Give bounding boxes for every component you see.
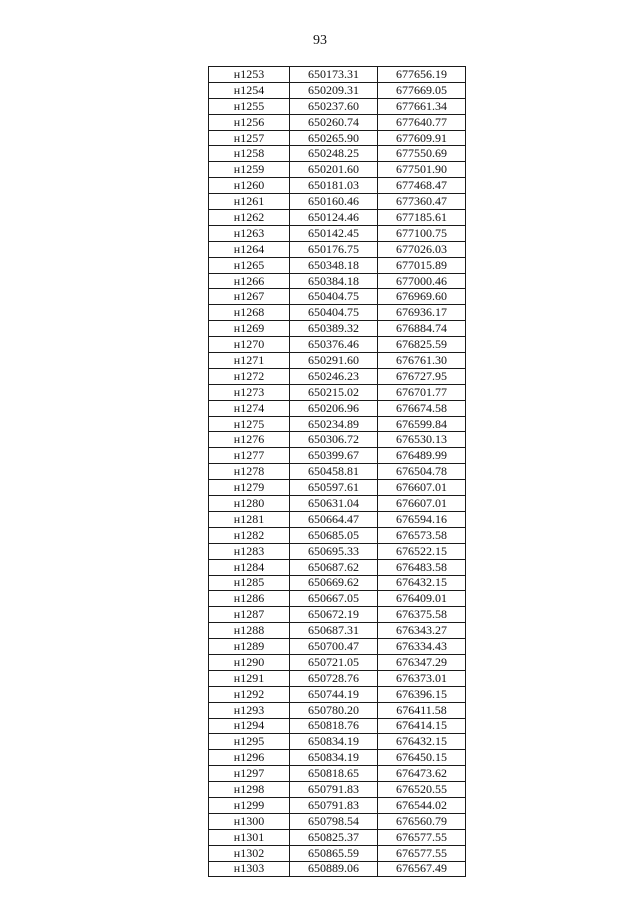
x-coordinate-cell: 650669.62 bbox=[290, 575, 378, 591]
x-coordinate-cell: 650173.31 bbox=[290, 67, 378, 83]
x-coordinate-cell: 650399.67 bbox=[290, 448, 378, 464]
x-coordinate-cell: 650265.90 bbox=[290, 130, 378, 146]
x-coordinate-cell: 650825.37 bbox=[290, 829, 378, 845]
table-row bbox=[209, 686, 466, 702]
x-coordinate-cell: 650234.89 bbox=[290, 416, 378, 432]
y-coordinate-cell: 676522.15 bbox=[378, 543, 466, 559]
table-row bbox=[209, 845, 466, 861]
x-coordinate-cell: 650695.33 bbox=[290, 543, 378, 559]
point-id-cell: н1280 bbox=[209, 496, 290, 512]
table-row bbox=[209, 750, 466, 766]
table-row bbox=[209, 400, 466, 416]
table-row bbox=[209, 368, 466, 384]
point-id-cell: н1263 bbox=[209, 225, 290, 241]
table-row bbox=[209, 829, 466, 845]
table-row bbox=[209, 511, 466, 527]
table-row bbox=[209, 480, 466, 496]
x-coordinate-cell: 650818.65 bbox=[290, 766, 378, 782]
point-id-cell: н1286 bbox=[209, 591, 290, 607]
y-coordinate-cell: 676607.01 bbox=[378, 496, 466, 512]
point-id-cell: н1254 bbox=[209, 82, 290, 98]
y-coordinate-cell: 677669.05 bbox=[378, 82, 466, 98]
table-row bbox=[209, 766, 466, 782]
y-coordinate-cell: 676884.74 bbox=[378, 321, 466, 337]
point-id-cell: н1258 bbox=[209, 146, 290, 162]
point-id-cell: н1302 bbox=[209, 845, 290, 861]
table-row bbox=[209, 384, 466, 400]
point-id-cell: н1294 bbox=[209, 718, 290, 734]
table-row bbox=[209, 273, 466, 289]
y-coordinate-cell: 677661.34 bbox=[378, 98, 466, 114]
y-coordinate-cell: 676375.58 bbox=[378, 607, 466, 623]
point-id-cell: н1287 bbox=[209, 607, 290, 623]
table-row bbox=[209, 210, 466, 226]
y-coordinate-cell: 676530.13 bbox=[378, 432, 466, 448]
table-row bbox=[209, 448, 466, 464]
x-coordinate-cell: 650865.59 bbox=[290, 845, 378, 861]
table-row bbox=[209, 639, 466, 655]
x-coordinate-cell: 650818.76 bbox=[290, 718, 378, 734]
y-coordinate-cell: 676544.02 bbox=[378, 797, 466, 813]
y-coordinate-cell: 677100.75 bbox=[378, 225, 466, 241]
x-coordinate-cell: 650348.18 bbox=[290, 257, 378, 273]
point-id-cell: н1266 bbox=[209, 273, 290, 289]
x-coordinate-cell: 650597.61 bbox=[290, 480, 378, 496]
y-coordinate-cell: 676473.62 bbox=[378, 766, 466, 782]
x-coordinate-cell: 650458.81 bbox=[290, 464, 378, 480]
table-row bbox=[209, 114, 466, 130]
table-row bbox=[209, 718, 466, 734]
table-row bbox=[209, 782, 466, 798]
table-row bbox=[209, 321, 466, 337]
point-id-cell: н1265 bbox=[209, 257, 290, 273]
y-coordinate-cell: 676347.29 bbox=[378, 654, 466, 670]
x-coordinate-cell: 650142.45 bbox=[290, 225, 378, 241]
table-row bbox=[209, 734, 466, 750]
y-coordinate-cell: 676969.60 bbox=[378, 289, 466, 305]
table-row bbox=[209, 416, 466, 432]
point-id-cell: н1276 bbox=[209, 432, 290, 448]
point-id-cell: н1296 bbox=[209, 750, 290, 766]
table-row bbox=[209, 623, 466, 639]
x-coordinate-cell: 650160.46 bbox=[290, 194, 378, 210]
point-id-cell: н1259 bbox=[209, 162, 290, 178]
x-coordinate-cell: 650124.46 bbox=[290, 210, 378, 226]
y-coordinate-cell: 676411.58 bbox=[378, 702, 466, 718]
table-row bbox=[209, 527, 466, 543]
table-row bbox=[209, 575, 466, 591]
y-coordinate-cell: 677609.91 bbox=[378, 130, 466, 146]
x-coordinate-cell: 650209.31 bbox=[290, 82, 378, 98]
y-coordinate-cell: 676334.43 bbox=[378, 639, 466, 655]
x-coordinate-cell: 650687.62 bbox=[290, 559, 378, 575]
y-coordinate-cell: 676432.15 bbox=[378, 734, 466, 750]
y-coordinate-cell: 677468.47 bbox=[378, 178, 466, 194]
point-id-cell: н1290 bbox=[209, 654, 290, 670]
page-number: 93 bbox=[313, 33, 327, 48]
point-id-cell: н1262 bbox=[209, 210, 290, 226]
y-coordinate-cell: 676567.49 bbox=[378, 861, 466, 877]
y-coordinate-cell: 676825.59 bbox=[378, 337, 466, 353]
point-id-cell: н1300 bbox=[209, 813, 290, 829]
point-id-cell: н1278 bbox=[209, 464, 290, 480]
table-row bbox=[209, 432, 466, 448]
x-coordinate-cell: 650384.18 bbox=[290, 273, 378, 289]
y-coordinate-cell: 676573.58 bbox=[378, 527, 466, 543]
point-id-cell: н1284 bbox=[209, 559, 290, 575]
table-row bbox=[209, 194, 466, 210]
y-coordinate-cell: 677656.19 bbox=[378, 67, 466, 83]
table-row bbox=[209, 130, 466, 146]
point-id-cell: н1288 bbox=[209, 623, 290, 639]
y-coordinate-cell: 676936.17 bbox=[378, 305, 466, 321]
x-coordinate-cell: 650721.05 bbox=[290, 654, 378, 670]
coordinates-table bbox=[208, 66, 466, 877]
y-coordinate-cell: 676450.15 bbox=[378, 750, 466, 766]
point-id-cell: н1279 bbox=[209, 480, 290, 496]
y-coordinate-cell: 677640.77 bbox=[378, 114, 466, 130]
point-id-cell: н1281 bbox=[209, 511, 290, 527]
x-coordinate-cell: 650246.23 bbox=[290, 368, 378, 384]
x-coordinate-cell: 650201.60 bbox=[290, 162, 378, 178]
point-id-cell: н1260 bbox=[209, 178, 290, 194]
y-coordinate-cell: 676373.01 bbox=[378, 670, 466, 686]
table-row bbox=[209, 702, 466, 718]
y-coordinate-cell: 676727.95 bbox=[378, 368, 466, 384]
y-coordinate-cell: 676560.79 bbox=[378, 813, 466, 829]
x-coordinate-cell: 650685.05 bbox=[290, 527, 378, 543]
x-coordinate-cell: 650672.19 bbox=[290, 607, 378, 623]
y-coordinate-cell: 677501.90 bbox=[378, 162, 466, 178]
table-row bbox=[209, 225, 466, 241]
point-id-cell: н1282 bbox=[209, 527, 290, 543]
y-coordinate-cell: 676432.15 bbox=[378, 575, 466, 591]
coordinates-table-body bbox=[209, 67, 466, 877]
table-row bbox=[209, 670, 466, 686]
point-id-cell: н1298 bbox=[209, 782, 290, 798]
point-id-cell: н1253 bbox=[209, 67, 290, 83]
point-id-cell: н1273 bbox=[209, 384, 290, 400]
x-coordinate-cell: 650744.19 bbox=[290, 686, 378, 702]
y-coordinate-cell: 676761.30 bbox=[378, 353, 466, 369]
x-coordinate-cell: 650248.25 bbox=[290, 146, 378, 162]
y-coordinate-cell: 676483.58 bbox=[378, 559, 466, 575]
point-id-cell: н1272 bbox=[209, 368, 290, 384]
y-coordinate-cell: 676701.77 bbox=[378, 384, 466, 400]
point-id-cell: н1255 bbox=[209, 98, 290, 114]
table-row bbox=[209, 82, 466, 98]
x-coordinate-cell: 650181.03 bbox=[290, 178, 378, 194]
x-coordinate-cell: 650291.60 bbox=[290, 353, 378, 369]
x-coordinate-cell: 650687.31 bbox=[290, 623, 378, 639]
point-id-cell: н1274 bbox=[209, 400, 290, 416]
point-id-cell: н1269 bbox=[209, 321, 290, 337]
table-row bbox=[209, 813, 466, 829]
table-row bbox=[209, 162, 466, 178]
y-coordinate-cell: 676607.01 bbox=[378, 480, 466, 496]
x-coordinate-cell: 650404.75 bbox=[290, 305, 378, 321]
x-coordinate-cell: 650206.96 bbox=[290, 400, 378, 416]
point-id-cell: н1267 bbox=[209, 289, 290, 305]
y-coordinate-cell: 677026.03 bbox=[378, 241, 466, 257]
table-row bbox=[209, 353, 466, 369]
y-coordinate-cell: 676396.15 bbox=[378, 686, 466, 702]
x-coordinate-cell: 650664.47 bbox=[290, 511, 378, 527]
x-coordinate-cell: 650260.74 bbox=[290, 114, 378, 130]
point-id-cell: н1261 bbox=[209, 194, 290, 210]
table-row bbox=[209, 289, 466, 305]
x-coordinate-cell: 650237.60 bbox=[290, 98, 378, 114]
y-coordinate-cell: 676414.15 bbox=[378, 718, 466, 734]
table-row bbox=[209, 464, 466, 480]
y-coordinate-cell: 676599.84 bbox=[378, 416, 466, 432]
table-row bbox=[209, 797, 466, 813]
y-coordinate-cell: 677360.47 bbox=[378, 194, 466, 210]
point-id-cell: н1268 bbox=[209, 305, 290, 321]
table-row bbox=[209, 67, 466, 83]
table-row bbox=[209, 861, 466, 877]
x-coordinate-cell: 650376.46 bbox=[290, 337, 378, 353]
x-coordinate-cell: 650834.19 bbox=[290, 734, 378, 750]
table-row bbox=[209, 241, 466, 257]
x-coordinate-cell: 650667.05 bbox=[290, 591, 378, 607]
table-row bbox=[209, 496, 466, 512]
y-coordinate-cell: 676504.78 bbox=[378, 464, 466, 480]
table-row bbox=[209, 654, 466, 670]
x-coordinate-cell: 650791.83 bbox=[290, 797, 378, 813]
x-coordinate-cell: 650780.20 bbox=[290, 702, 378, 718]
point-id-cell: н1303 bbox=[209, 861, 290, 877]
point-id-cell: н1301 bbox=[209, 829, 290, 845]
point-id-cell: н1271 bbox=[209, 353, 290, 369]
point-id-cell: н1293 bbox=[209, 702, 290, 718]
y-coordinate-cell: 676520.55 bbox=[378, 782, 466, 798]
x-coordinate-cell: 650728.76 bbox=[290, 670, 378, 686]
table-row bbox=[209, 257, 466, 273]
x-coordinate-cell: 650631.04 bbox=[290, 496, 378, 512]
table-row bbox=[209, 607, 466, 623]
point-id-cell: н1283 bbox=[209, 543, 290, 559]
point-id-cell: н1277 bbox=[209, 448, 290, 464]
x-coordinate-cell: 650889.06 bbox=[290, 861, 378, 877]
x-coordinate-cell: 650791.83 bbox=[290, 782, 378, 798]
point-id-cell: н1270 bbox=[209, 337, 290, 353]
point-id-cell: н1291 bbox=[209, 670, 290, 686]
table-row bbox=[209, 543, 466, 559]
point-id-cell: н1297 bbox=[209, 766, 290, 782]
x-coordinate-cell: 650834.19 bbox=[290, 750, 378, 766]
table-row bbox=[209, 559, 466, 575]
x-coordinate-cell: 650306.72 bbox=[290, 432, 378, 448]
point-id-cell: н1275 bbox=[209, 416, 290, 432]
y-coordinate-cell: 677015.89 bbox=[378, 257, 466, 273]
y-coordinate-cell: 676343.27 bbox=[378, 623, 466, 639]
point-id-cell: н1292 bbox=[209, 686, 290, 702]
x-coordinate-cell: 650404.75 bbox=[290, 289, 378, 305]
table-row bbox=[209, 98, 466, 114]
x-coordinate-cell: 650176.75 bbox=[290, 241, 378, 257]
y-coordinate-cell: 677000.46 bbox=[378, 273, 466, 289]
y-coordinate-cell: 676594.16 bbox=[378, 511, 466, 527]
y-coordinate-cell: 677185.61 bbox=[378, 210, 466, 226]
y-coordinate-cell: 676577.55 bbox=[378, 845, 466, 861]
y-coordinate-cell: 676674.58 bbox=[378, 400, 466, 416]
point-id-cell: н1299 bbox=[209, 797, 290, 813]
table-row bbox=[209, 146, 466, 162]
y-coordinate-cell: 676577.55 bbox=[378, 829, 466, 845]
table-row bbox=[209, 305, 466, 321]
x-coordinate-cell: 650389.32 bbox=[290, 321, 378, 337]
point-id-cell: н1256 bbox=[209, 114, 290, 130]
point-id-cell: н1285 bbox=[209, 575, 290, 591]
x-coordinate-cell: 650798.54 bbox=[290, 813, 378, 829]
x-coordinate-cell: 650215.02 bbox=[290, 384, 378, 400]
y-coordinate-cell: 676409.01 bbox=[378, 591, 466, 607]
point-id-cell: н1264 bbox=[209, 241, 290, 257]
point-id-cell: н1257 bbox=[209, 130, 290, 146]
table-row bbox=[209, 337, 466, 353]
point-id-cell: н1289 bbox=[209, 639, 290, 655]
point-id-cell: н1295 bbox=[209, 734, 290, 750]
x-coordinate-cell: 650700.47 bbox=[290, 639, 378, 655]
y-coordinate-cell: 677550.69 bbox=[378, 146, 466, 162]
table-row bbox=[209, 178, 466, 194]
table-row bbox=[209, 591, 466, 607]
y-coordinate-cell: 676489.99 bbox=[378, 448, 466, 464]
